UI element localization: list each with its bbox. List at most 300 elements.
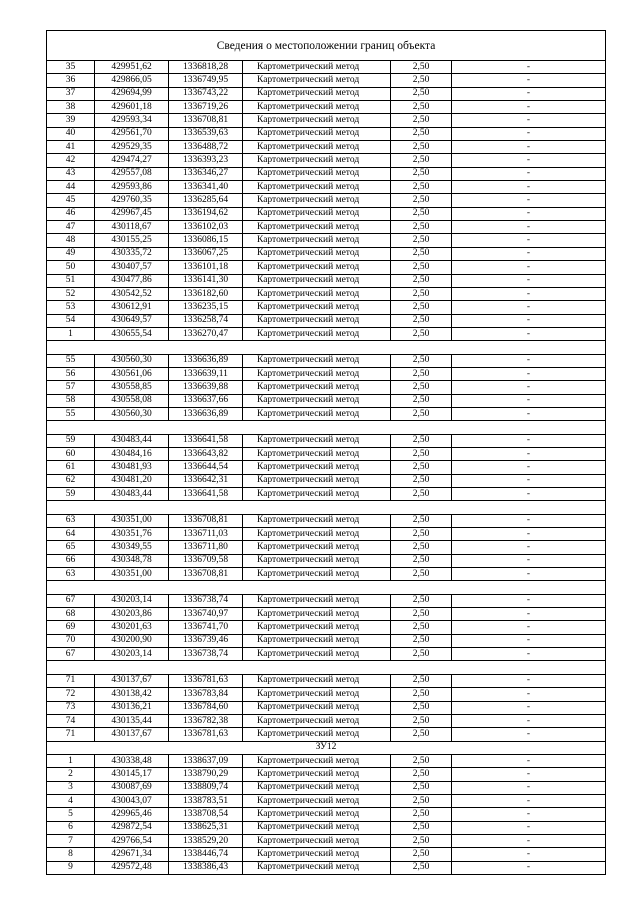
method-cell: Картометрический метод	[243, 87, 391, 100]
coord-y-cell: 1336739,46	[169, 634, 243, 647]
description-cell: -	[452, 554, 606, 567]
table-row	[47, 488, 606, 501]
coord-x-cell: 430483,44	[95, 434, 169, 447]
point-number-cell: 66	[47, 554, 95, 567]
table-row	[47, 394, 606, 407]
description-cell: -	[452, 861, 606, 874]
point-number-cell: 71	[47, 674, 95, 687]
accuracy-cell: 2,50	[391, 488, 452, 501]
accuracy-cell: 2,50	[391, 154, 452, 167]
coord-x-cell: 429866,05	[95, 74, 169, 87]
table-row	[47, 101, 606, 114]
point-number-cell: 63	[47, 514, 95, 527]
accuracy-cell: 2,50	[391, 287, 452, 300]
coord-y-cell: 1336258,74	[169, 314, 243, 327]
accuracy-cell: 2,50	[391, 407, 452, 420]
table-row	[47, 181, 606, 194]
table-row	[47, 327, 606, 340]
coord-y-cell: 1338625,31	[169, 821, 243, 834]
method-cell: Картометрический метод	[243, 221, 391, 234]
coord-x-cell: 429601,18	[95, 101, 169, 114]
point-number-cell: 65	[47, 541, 95, 554]
coord-y-cell: 1336642,31	[169, 474, 243, 487]
separator-cell	[47, 421, 606, 434]
coord-y-cell: 1336784,60	[169, 701, 243, 714]
accuracy-cell: 2,50	[391, 848, 452, 861]
description-cell: -	[452, 528, 606, 541]
separator-cell	[47, 341, 606, 354]
point-number-cell: 70	[47, 634, 95, 647]
method-cell: Картометрический метод	[243, 141, 391, 154]
table-row	[47, 234, 606, 247]
point-number-cell: 39	[47, 114, 95, 127]
table-row	[47, 87, 606, 100]
coord-x-cell: 430349,55	[95, 541, 169, 554]
table-row	[47, 434, 606, 447]
method-cell: Картометрический метод	[243, 754, 391, 767]
description-cell: -	[452, 61, 606, 74]
coord-y-cell: 1336719,26	[169, 101, 243, 114]
accuracy-cell: 2,50	[391, 194, 452, 207]
method-cell: Картометрический метод	[243, 154, 391, 167]
coord-x-cell: 430542,52	[95, 287, 169, 300]
coord-y-cell: 1336539,63	[169, 127, 243, 140]
method-cell: Картометрический метод	[243, 554, 391, 567]
table-row	[47, 701, 606, 714]
table-row	[47, 794, 606, 807]
coord-x-cell: 429557,08	[95, 167, 169, 180]
description-cell: -	[452, 447, 606, 460]
table-row	[47, 754, 606, 767]
method-cell: Картометрический метод	[243, 261, 391, 274]
description-cell: -	[452, 714, 606, 727]
coord-x-cell: 429965,46	[95, 808, 169, 821]
accuracy-cell: 2,50	[391, 141, 452, 154]
coord-y-cell: 1338637,09	[169, 754, 243, 767]
coord-x-cell: 429572,48	[95, 861, 169, 874]
description-cell: -	[452, 194, 606, 207]
method-cell: Картометрический метод	[243, 287, 391, 300]
method-cell: Картометрический метод	[243, 301, 391, 314]
description-cell: -	[452, 461, 606, 474]
coord-x-cell: 430407,57	[95, 261, 169, 274]
point-number-cell: 44	[47, 181, 95, 194]
point-number-cell: 41	[47, 141, 95, 154]
method-cell: Картометрический метод	[243, 768, 391, 781]
description-cell: -	[452, 274, 606, 287]
description-cell: -	[452, 221, 606, 234]
accuracy-cell: 2,50	[391, 821, 452, 834]
method-cell: Картометрический метод	[243, 461, 391, 474]
coord-x-cell: 430135,44	[95, 714, 169, 727]
description-cell: -	[452, 648, 606, 661]
table-row	[47, 768, 606, 781]
coord-x-cell: 430200,90	[95, 634, 169, 647]
method-cell: Картометрический метод	[243, 247, 391, 260]
method-cell: Картометрический метод	[243, 568, 391, 581]
method-cell: Картометрический метод	[243, 794, 391, 807]
coord-y-cell: 1336708,81	[169, 114, 243, 127]
method-cell: Картометрический метод	[243, 808, 391, 821]
coord-y-cell: 1336393,23	[169, 154, 243, 167]
description-cell: -	[452, 381, 606, 394]
accuracy-cell: 2,50	[391, 808, 452, 821]
table-row	[47, 781, 606, 794]
table-row	[47, 354, 606, 367]
group-separator-row	[47, 581, 606, 594]
coord-x-cell: 430560,30	[95, 407, 169, 420]
table-row	[47, 528, 606, 541]
coord-x-cell: 430335,72	[95, 247, 169, 260]
description-cell: -	[452, 488, 606, 501]
coord-y-cell: 1336182,60	[169, 287, 243, 300]
coord-x-cell: 430137,67	[95, 728, 169, 741]
coord-y-cell: 1336711,80	[169, 541, 243, 554]
method-cell: Картометрический метод	[243, 674, 391, 687]
accuracy-cell: 2,50	[391, 688, 452, 701]
point-number-cell: 8	[47, 848, 95, 861]
table-body	[47, 61, 606, 875]
accuracy-cell: 2,50	[391, 101, 452, 114]
coord-x-cell: 430351,00	[95, 568, 169, 581]
point-number-cell: 36	[47, 74, 95, 87]
table-row	[47, 674, 606, 687]
coord-x-cell: 430136,21	[95, 701, 169, 714]
point-number-cell: 62	[47, 474, 95, 487]
table-row	[47, 381, 606, 394]
coord-y-cell: 1336346,27	[169, 167, 243, 180]
description-cell: -	[452, 141, 606, 154]
point-number-cell: 59	[47, 434, 95, 447]
description-cell: -	[452, 728, 606, 741]
point-number-cell: 67	[47, 648, 95, 661]
table-row	[47, 221, 606, 234]
accuracy-cell: 2,50	[391, 568, 452, 581]
point-number-cell: 52	[47, 287, 95, 300]
table-row	[47, 127, 606, 140]
coord-x-cell: 429474,27	[95, 154, 169, 167]
description-cell: -	[452, 674, 606, 687]
accuracy-cell: 2,50	[391, 714, 452, 727]
coord-y-cell: 1336818,28	[169, 61, 243, 74]
table-row	[47, 247, 606, 260]
method-cell: Картометрический метод	[243, 234, 391, 247]
method-cell: Картометрический метод	[243, 488, 391, 501]
coord-y-cell: 1338386,43	[169, 861, 243, 874]
method-cell: Картометрический метод	[243, 474, 391, 487]
coord-y-cell: 1336141,30	[169, 274, 243, 287]
description-cell: -	[452, 287, 606, 300]
coord-y-cell: 1336781,63	[169, 674, 243, 687]
table-row	[47, 608, 606, 621]
accuracy-cell: 2,50	[391, 861, 452, 874]
point-number-cell: 46	[47, 207, 95, 220]
accuracy-cell: 2,50	[391, 274, 452, 287]
method-cell: Картометрический метод	[243, 207, 391, 220]
accuracy-cell: 2,50	[391, 781, 452, 794]
point-number-cell: 37	[47, 87, 95, 100]
point-number-cell: 45	[47, 194, 95, 207]
point-number-cell: 40	[47, 127, 95, 140]
accuracy-cell: 2,50	[391, 648, 452, 661]
table-row	[47, 848, 606, 861]
point-number-cell: 73	[47, 701, 95, 714]
description-cell: -	[452, 514, 606, 527]
coord-y-cell: 1336194,62	[169, 207, 243, 220]
coord-x-cell: 430612,91	[95, 301, 169, 314]
accuracy-cell: 2,50	[391, 621, 452, 634]
coord-y-cell: 1336285,64	[169, 194, 243, 207]
method-cell: Картометрический метод	[243, 381, 391, 394]
method-cell: Картометрический метод	[243, 127, 391, 140]
accuracy-cell: 2,50	[391, 754, 452, 767]
accuracy-cell: 2,50	[391, 327, 452, 340]
coord-y-cell: 1336708,81	[169, 568, 243, 581]
accuracy-cell: 2,50	[391, 528, 452, 541]
accuracy-cell: 2,50	[391, 354, 452, 367]
coord-x-cell: 429872,54	[95, 821, 169, 834]
table-row	[47, 714, 606, 727]
method-cell: Картометрический метод	[243, 714, 391, 727]
method-cell: Картометрический метод	[243, 541, 391, 554]
accuracy-cell: 2,50	[391, 394, 452, 407]
coord-y-cell: 1336644,54	[169, 461, 243, 474]
coord-y-cell: 1338446,74	[169, 848, 243, 861]
separator-cell	[47, 501, 606, 514]
coord-x-cell: 429561,70	[95, 127, 169, 140]
coord-x-cell: 430481,93	[95, 461, 169, 474]
point-number-cell: 67	[47, 594, 95, 607]
coord-x-cell: 429671,34	[95, 848, 169, 861]
point-number-cell: 35	[47, 61, 95, 74]
description-cell: -	[452, 434, 606, 447]
section-header-row	[47, 741, 606, 754]
coord-y-cell: 1336641,58	[169, 488, 243, 501]
coord-y-cell: 1338783,51	[169, 794, 243, 807]
table-row	[47, 154, 606, 167]
point-number-cell: 43	[47, 167, 95, 180]
table-row	[47, 167, 606, 180]
coord-x-cell: 430155,25	[95, 234, 169, 247]
method-cell: Картометрический метод	[243, 367, 391, 380]
coord-x-cell: 429694,99	[95, 87, 169, 100]
document-title: Сведения о местоположении границ объекта	[46, 30, 606, 60]
description-cell: -	[452, 541, 606, 554]
table-row	[47, 621, 606, 634]
accuracy-cell: 2,50	[391, 234, 452, 247]
description-cell: -	[452, 167, 606, 180]
description-cell: -	[452, 834, 606, 847]
description-cell: -	[452, 154, 606, 167]
coord-x-cell: 430484,16	[95, 447, 169, 460]
coord-y-cell: 1336636,89	[169, 407, 243, 420]
table-row	[47, 648, 606, 661]
description-cell: -	[452, 754, 606, 767]
coord-x-cell: 430138,42	[95, 688, 169, 701]
method-cell: Картометрический метод	[243, 514, 391, 527]
description-cell: -	[452, 781, 606, 794]
table-row	[47, 74, 606, 87]
coord-x-cell: 430203,14	[95, 594, 169, 607]
description-cell: -	[452, 101, 606, 114]
coord-y-cell: 1336235,15	[169, 301, 243, 314]
coord-x-cell: 430203,14	[95, 648, 169, 661]
coord-x-cell: 429593,86	[95, 181, 169, 194]
point-number-cell: 64	[47, 528, 95, 541]
point-number-cell: 6	[47, 821, 95, 834]
coord-x-cell: 430087,69	[95, 781, 169, 794]
point-number-cell: 58	[47, 394, 95, 407]
description-cell: -	[452, 768, 606, 781]
coord-x-cell: 430561,06	[95, 367, 169, 380]
method-cell: Картометрический метод	[243, 314, 391, 327]
table-row	[47, 274, 606, 287]
description-cell: -	[452, 314, 606, 327]
coord-x-cell: 429760,35	[95, 194, 169, 207]
description-cell: -	[452, 848, 606, 861]
coord-x-cell: 429967,45	[95, 207, 169, 220]
method-cell: Картометрический метод	[243, 688, 391, 701]
description-cell: -	[452, 608, 606, 621]
method-cell: Картометрический метод	[243, 528, 391, 541]
group-separator-row	[47, 421, 606, 434]
point-number-cell: 7	[47, 834, 95, 847]
table-row	[47, 688, 606, 701]
coord-y-cell: 1336641,58	[169, 434, 243, 447]
accuracy-cell: 2,50	[391, 474, 452, 487]
coord-y-cell: 1336749,95	[169, 74, 243, 87]
coord-y-cell: 1336270,47	[169, 327, 243, 340]
description-cell: -	[452, 474, 606, 487]
group-separator-row	[47, 341, 606, 354]
description-cell: -	[452, 367, 606, 380]
accuracy-cell: 2,50	[391, 541, 452, 554]
point-number-cell: 48	[47, 234, 95, 247]
accuracy-cell: 2,50	[391, 608, 452, 621]
point-number-cell: 9	[47, 861, 95, 874]
method-cell: Картометрический метод	[243, 354, 391, 367]
table-row	[47, 261, 606, 274]
method-cell: Картометрический метод	[243, 74, 391, 87]
table-row	[47, 541, 606, 554]
accuracy-cell: 2,50	[391, 728, 452, 741]
point-number-cell: 59	[47, 488, 95, 501]
description-cell: -	[452, 808, 606, 821]
accuracy-cell: 2,50	[391, 314, 452, 327]
description-cell: -	[452, 74, 606, 87]
coord-y-cell: 1336738,74	[169, 648, 243, 661]
method-cell: Картометрический метод	[243, 274, 391, 287]
accuracy-cell: 2,50	[391, 87, 452, 100]
description-cell: -	[452, 354, 606, 367]
point-number-cell: 49	[47, 247, 95, 260]
coord-y-cell: 1336639,88	[169, 381, 243, 394]
method-cell: Картометрический метод	[243, 394, 391, 407]
description-cell: -	[452, 688, 606, 701]
table-row	[47, 114, 606, 127]
point-number-cell: 1	[47, 754, 95, 767]
accuracy-cell: 2,50	[391, 634, 452, 647]
coord-y-cell: 1336086,15	[169, 234, 243, 247]
coord-y-cell: 1336488,72	[169, 141, 243, 154]
table-row	[47, 367, 606, 380]
description-cell: -	[452, 621, 606, 634]
accuracy-cell: 2,50	[391, 701, 452, 714]
coord-y-cell: 1336708,81	[169, 514, 243, 527]
coord-x-cell: 430649,57	[95, 314, 169, 327]
accuracy-cell: 2,50	[391, 181, 452, 194]
point-number-cell: 54	[47, 314, 95, 327]
accuracy-cell: 2,50	[391, 554, 452, 567]
coord-x-cell: 429766,54	[95, 834, 169, 847]
coord-y-cell: 1336636,89	[169, 354, 243, 367]
accuracy-cell: 2,50	[391, 794, 452, 807]
coord-x-cell: 430351,76	[95, 528, 169, 541]
point-number-cell: 51	[47, 274, 95, 287]
description-cell: -	[452, 114, 606, 127]
table-row	[47, 568, 606, 581]
separator-cell	[47, 661, 606, 674]
method-cell: Картометрический метод	[243, 701, 391, 714]
description-cell: -	[452, 407, 606, 420]
point-number-cell: 69	[47, 621, 95, 634]
coord-y-cell: 1336738,74	[169, 594, 243, 607]
point-number-cell: 42	[47, 154, 95, 167]
accuracy-cell: 2,50	[391, 247, 452, 260]
accuracy-cell: 2,50	[391, 127, 452, 140]
point-number-cell: 50	[47, 261, 95, 274]
coord-x-cell: 430145,17	[95, 768, 169, 781]
table-row	[47, 447, 606, 460]
table-row	[47, 834, 606, 847]
description-cell: -	[452, 594, 606, 607]
description-cell: -	[452, 247, 606, 260]
accuracy-cell: 2,50	[391, 301, 452, 314]
description-cell: -	[452, 821, 606, 834]
point-number-cell: 71	[47, 728, 95, 741]
accuracy-cell: 2,50	[391, 674, 452, 687]
description-cell: -	[452, 327, 606, 340]
method-cell: Картометрический метод	[243, 834, 391, 847]
point-number-cell: 68	[47, 608, 95, 621]
table-row	[47, 301, 606, 314]
accuracy-cell: 2,50	[391, 381, 452, 394]
accuracy-cell: 2,50	[391, 221, 452, 234]
method-cell: Картометрический метод	[243, 634, 391, 647]
method-cell: Картометрический метод	[243, 608, 391, 621]
accuracy-cell: 2,50	[391, 834, 452, 847]
accuracy-cell: 2,50	[391, 61, 452, 74]
coord-y-cell: 1336741,70	[169, 621, 243, 634]
point-number-cell: 74	[47, 714, 95, 727]
coord-y-cell: 1336067,25	[169, 247, 243, 260]
method-cell: Картометрический метод	[243, 848, 391, 861]
point-number-cell: 55	[47, 407, 95, 420]
accuracy-cell: 2,50	[391, 594, 452, 607]
section-label: ЗУ12	[47, 741, 606, 754]
method-cell: Картометрический метод	[243, 101, 391, 114]
description-cell: -	[452, 261, 606, 274]
coord-x-cell: 430560,30	[95, 354, 169, 367]
accuracy-cell: 2,50	[391, 447, 452, 460]
method-cell: Картометрический метод	[243, 114, 391, 127]
table-row	[47, 314, 606, 327]
method-cell: Картометрический метод	[243, 61, 391, 74]
table-row	[47, 514, 606, 527]
method-cell: Картометрический метод	[243, 728, 391, 741]
point-number-cell: 47	[47, 221, 95, 234]
description-cell: -	[452, 207, 606, 220]
